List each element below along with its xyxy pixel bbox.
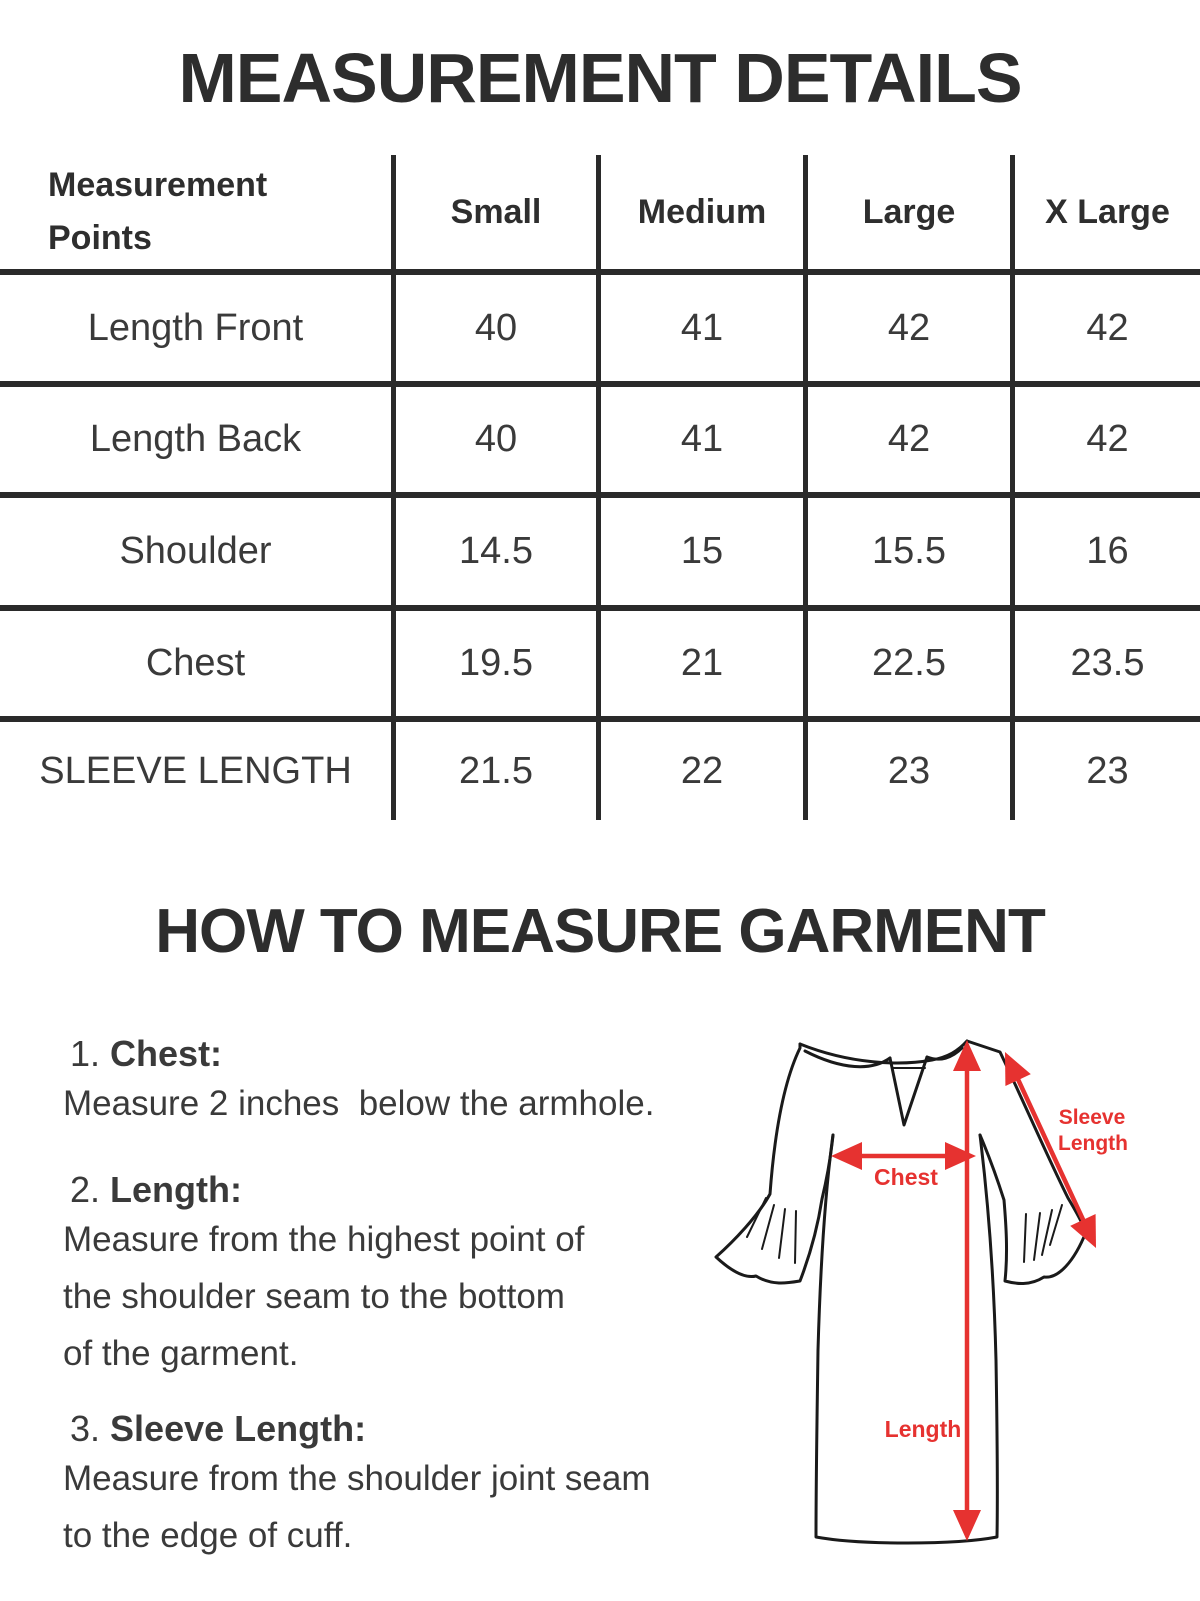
table-header-row bbox=[0, 155, 1200, 275]
column-header-medium: Medium bbox=[596, 155, 803, 269]
row-label: Shoulder bbox=[119, 530, 272, 572]
instruction-name: Length: bbox=[110, 1169, 242, 1210]
cell-value: 21.5 bbox=[391, 722, 596, 820]
cell-value: 14.5 bbox=[391, 498, 596, 605]
size-chart-table bbox=[0, 155, 1200, 820]
instruction-chest bbox=[63, 1033, 654, 1132]
instruction-name: Chest: bbox=[110, 1033, 223, 1074]
column-header-x-large: X Large bbox=[1010, 155, 1200, 269]
cell-value: 40 bbox=[391, 275, 596, 381]
chest-label: Chest bbox=[874, 1164, 938, 1190]
cell-value: 15.5 bbox=[803, 498, 1010, 605]
arrow-head-right-icon bbox=[945, 1142, 976, 1170]
instruction-length bbox=[63, 1169, 584, 1382]
arrow-head-down-icon bbox=[953, 1510, 981, 1541]
cell-value: 42 bbox=[803, 387, 1010, 492]
cell-value: 23.5 bbox=[1010, 611, 1200, 716]
table-row bbox=[0, 275, 1200, 387]
table-row bbox=[0, 498, 1200, 611]
how-to-measure-title: HOW TO MEASURE GARMENT bbox=[155, 897, 1045, 966]
row-label: SLEEVE LENGTH bbox=[39, 749, 352, 792]
cell-value: 22 bbox=[596, 722, 803, 820]
row-label: Length Back bbox=[89, 418, 302, 460]
right-sleeve bbox=[967, 1041, 1086, 1284]
instruction-line: Measure from the shoulder joint seam bbox=[63, 1459, 651, 1498]
arrow-head-left-icon bbox=[831, 1142, 862, 1170]
instruction-number: 1. bbox=[70, 1033, 111, 1074]
cell-value: 19.5 bbox=[391, 611, 596, 716]
instruction-heading bbox=[70, 1408, 651, 1450]
cuff-gathers bbox=[747, 1198, 1062, 1263]
column-header-large: Large bbox=[803, 155, 1010, 269]
instruction-sleeve-length bbox=[63, 1408, 651, 1564]
instruction-line: of the garment. bbox=[63, 1334, 299, 1373]
instruction-heading bbox=[70, 1033, 654, 1075]
instruction-line: the shoulder seam to the bottom bbox=[63, 1277, 565, 1316]
cell-value: 40 bbox=[391, 387, 596, 492]
instruction-line: Measure from the highest point of bbox=[63, 1220, 585, 1259]
arrow-head-down-right-icon bbox=[1070, 1214, 1108, 1254]
page-title: MEASUREMENT DETAILS bbox=[178, 39, 1022, 117]
dress-outline-icon bbox=[716, 1041, 1086, 1543]
length-arrow bbox=[953, 1040, 981, 1541]
cell-value: 42 bbox=[803, 275, 1010, 381]
instruction-heading bbox=[70, 1169, 584, 1211]
sleeve-length-label-line1: Sleeve bbox=[1058, 1106, 1126, 1129]
cell-value: 22.5 bbox=[803, 611, 1010, 716]
cell-value: 23 bbox=[803, 722, 1010, 820]
table-row bbox=[0, 611, 1200, 722]
cell-value: 23 bbox=[1010, 722, 1200, 820]
row-label: Length Front bbox=[87, 306, 304, 349]
instruction-line: to the edge of cuff. bbox=[63, 1516, 353, 1555]
cell-value: 42 bbox=[1010, 387, 1200, 492]
table-row bbox=[0, 722, 1200, 820]
dress-body bbox=[816, 1135, 997, 1543]
cell-value: 42 bbox=[1010, 275, 1200, 381]
cell-value: 15 bbox=[596, 498, 803, 605]
cell-value: 21 bbox=[596, 611, 803, 716]
instruction-number: 2. bbox=[70, 1169, 111, 1210]
table-row bbox=[0, 387, 1200, 498]
left-sleeve bbox=[716, 1044, 833, 1283]
sleeve-length-label-line2: Length bbox=[1058, 1132, 1128, 1155]
column-header-small: Small bbox=[391, 155, 596, 269]
column-header-measurement-points: Measurement Points bbox=[48, 166, 268, 257]
instruction-name: Sleeve Length: bbox=[110, 1408, 367, 1449]
instruction-line: Measure 2 inches below the armhole. bbox=[63, 1084, 655, 1123]
cell-value: 41 bbox=[596, 387, 803, 492]
length-label: Length bbox=[884, 1416, 962, 1442]
cell-value: 41 bbox=[596, 275, 803, 381]
row-label: Chest bbox=[145, 642, 246, 684]
garment-diagram bbox=[700, 1000, 1200, 1560]
cell-value: 16 bbox=[1010, 498, 1200, 605]
instruction-number: 3. bbox=[70, 1408, 111, 1449]
